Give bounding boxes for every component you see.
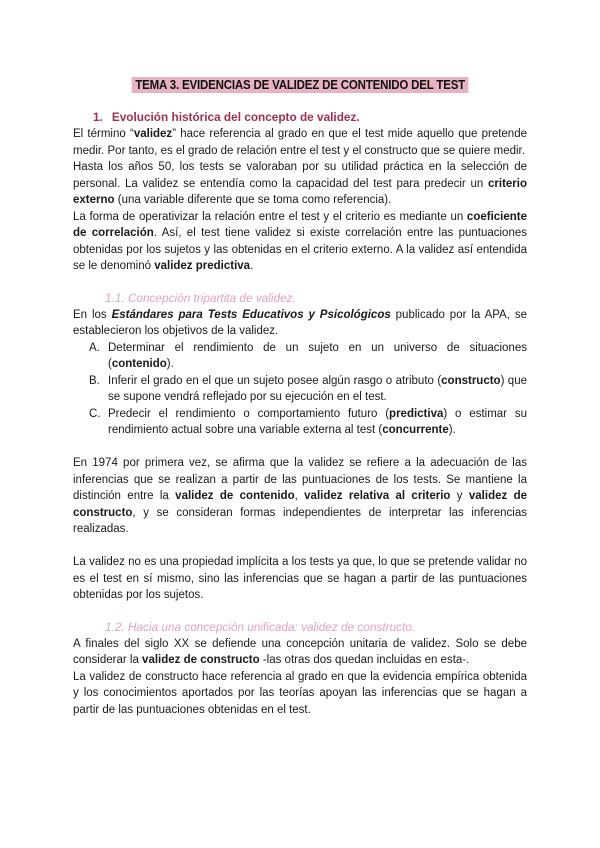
text-run: .: [250, 260, 254, 272]
bold-term: contenido: [111, 358, 167, 370]
paragraph-1974: [73, 455, 527, 538]
objectives-list: [73, 340, 527, 439]
bold-term: validez de constructo: [73, 490, 528, 519]
text-run: Determinar el rendimiento de un sujeto en un universo de situaciones (: [108, 341, 527, 370]
text-run: publicado por la APA, se establecieron los objetivos de la validez.: [73, 308, 527, 337]
text-run: ) o estimar su rendimiento actual sobre una variable externa al test (: [108, 407, 527, 436]
section-1-number: 1.: [93, 110, 103, 124]
section-1-heading: [93, 110, 527, 124]
paragraph-correlation: [73, 209, 527, 275]
text-run: ) que se supone vendrá reflejado por su ejecución en el test.: [108, 374, 527, 403]
text-run: Inferir el grado en el que un sujeto posee algún rasgo o atributo (: [108, 374, 442, 387]
bold-term: validez predictiva: [154, 260, 251, 272]
text-run: (una variable diferente que se toma como referencia).: [114, 194, 392, 206]
bold-italic-term: Estándares para Tests Educativos y Psicológicos: [111, 308, 391, 321]
list-marker: B.: [89, 374, 100, 387]
section-1-2-heading: 1.2. Hacia una concepción unificada: validez de constructo.: [105, 619, 416, 634]
paragraph-validez-definition: [73, 126, 527, 159]
document-page: [73, 0, 527, 718]
text-run: y: [450, 490, 469, 502]
bold-term: validez relativa al criterio: [304, 490, 451, 502]
section-1-title: Evolución histórica del concepto de validez.: [111, 110, 360, 124]
text-run: -las otras dos quedan incluidas en esta-.: [259, 654, 470, 666]
text-run: ).: [166, 358, 174, 370]
paragraph-constructo-definition: La validez de constructo hace referencia al grado en que la evidencia empírica obtenida y los conocimientos aportados por las teorías apoyan las inferencias que se hagan a partir de las puntuaciones obtenidas en el test.: [73, 670, 527, 716]
bold-term: validez: [133, 128, 173, 140]
bold-term: validez de constructo: [142, 654, 260, 666]
text-run: ” hace referencia al grado en que el test mide aquello que pretende medir. Por tanto, es el grado de relación entre el test y el constructo que se quiere medir.: [73, 128, 527, 157]
bold-term: validez de contenido: [175, 490, 295, 502]
text-run: , y se consideran formas independientes de interpretar las inferencias realizadas.: [73, 506, 527, 535]
list-item: [73, 373, 527, 406]
text-run: . Así, el test tiene validez si existe correlación entre las puntuaciones obtenidas por los sujetos y las obtenidas en el criterio externo. A la validez así entendida se le denominó: [73, 227, 527, 272]
text-run: La forma de operativizar la relación entre el test y el criterio es mediante un: [73, 210, 467, 223]
title-wrap: [73, 76, 527, 94]
spacer: [73, 439, 527, 456]
text-run: Hasta los años 50, los tests se valoraban por su utilidad práctica en la selección de personal. La validez se entendía como la capacidad del test para predecir un: [73, 161, 527, 190]
list-marker: C.: [89, 407, 101, 420]
paragraph-estandares: [73, 307, 527, 340]
text-run: A finales del siglo XX se defiende una concepción unitaria de validez. Solo se debe considerar la: [73, 637, 527, 666]
text-run: En 1974 por primera vez, se afirma que la validez se refiere a la adecuación de las inferencias que se realizan a partir de las puntuaciones de los tests. Se mantiene la distinción entre la: [73, 457, 527, 502]
bold-term: coeficiente de correlación: [73, 210, 527, 239]
text-run: En los: [73, 308, 112, 321]
paragraph-implicit-property: La validez no es una propiedad implícita a los tests ya que, lo que se pretende validar no es el test en sí mismo, sino las inferencias que se hagan a partir de las puntuaciones obtenidas por los sujetos.: [73, 556, 527, 601]
list-item: [73, 340, 527, 373]
section-1-1-heading: 1.1. Concepción tripartita de validez.: [105, 290, 296, 305]
spacer: [73, 538, 527, 555]
paragraph-unitary: [73, 636, 527, 669]
bold-term: criterio externo: [73, 177, 527, 206]
text-run: Predecir el rendimiento o comportamiento futuro (: [108, 407, 390, 420]
list-item: [73, 406, 527, 439]
text-run: El término “: [73, 128, 134, 140]
bold-term: constructo: [441, 374, 501, 387]
list-marker: A.: [89, 341, 100, 354]
paragraph-history: [73, 159, 527, 209]
bold-term: predictiva: [389, 407, 444, 420]
text-run: ).: [448, 424, 456, 436]
text-run: ,: [294, 490, 305, 502]
document-title: TEMA 3. EVIDENCIAS DE VALIDEZ DE CONTENIDO DEL TEST: [131, 77, 468, 93]
bold-term: concurrente: [382, 424, 449, 436]
